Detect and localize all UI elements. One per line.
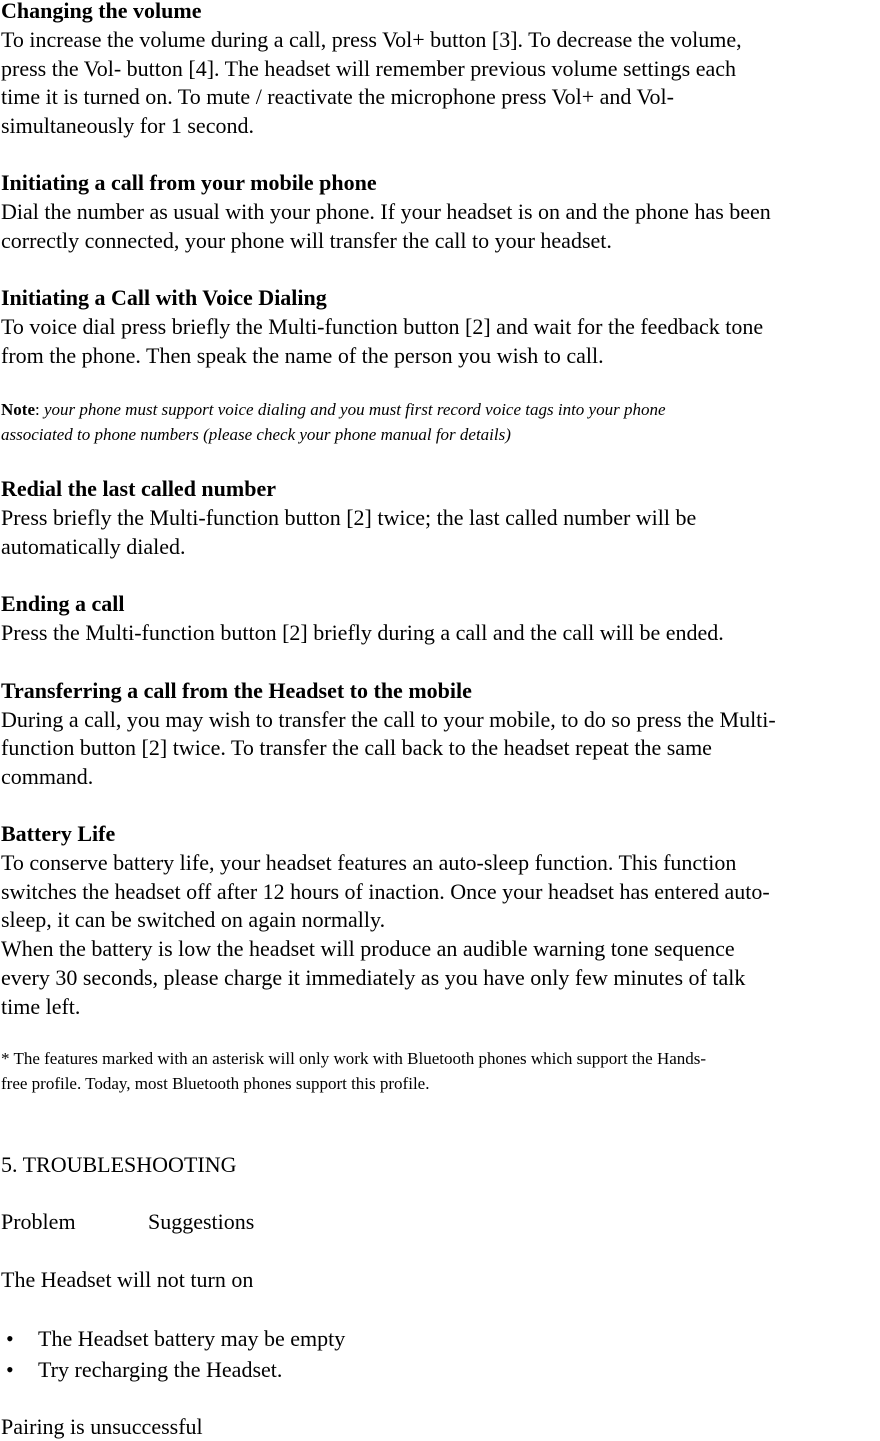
footnote-line: * The features marked with an asterisk will only work with Bluetooth phones which support the Hands- xyxy=(1,1049,707,1068)
paragraph-line: sleep, it can be switched on again normally. xyxy=(1,907,386,932)
note-text: your phone must support voice dialing and you must first record voice tags into your phone xyxy=(43,400,666,419)
problem-pairing: Pairing is unsuccessful xyxy=(1,1414,203,1439)
paragraph-line: Press the Multi-function button [2] briefly during a call and the call will be ended. xyxy=(1,620,724,645)
paragraph-line: correctly connected, your phone will transfer the call to your headset. xyxy=(1,228,612,253)
paragraph-line: function button [2] twice. To transfer the call back to the headset repeat the same xyxy=(1,735,712,760)
heading-voice-dialing: Initiating a Call with Voice Dialing xyxy=(1,285,327,310)
paragraph-line: command. xyxy=(1,764,94,789)
heading-redial: Redial the last called number xyxy=(1,476,276,501)
note-label: Note xyxy=(1,400,35,419)
paragraph-line: time it is turned on. To mute / reactivate the microphone press Vol+ and Vol- xyxy=(1,84,674,109)
list-item: The Headset battery may be empty xyxy=(38,1326,346,1351)
paragraph-line: Dial the number as usual with your phone. If your headset is on and the phone has been xyxy=(1,199,771,224)
footnote-line: free profile. Today, most Bluetooth phones support this profile. xyxy=(1,1074,430,1093)
heading-transferring: Transferring a call from the Headset to the mobile xyxy=(1,678,472,703)
paragraph-line: To increase the volume during a call, press Vol+ button [3]. To decrease the volume, xyxy=(1,27,742,52)
list-item: Try recharging the Headset. xyxy=(38,1357,283,1382)
heading-troubleshooting: 5. TROUBLESHOOTING xyxy=(1,1152,237,1177)
heading-battery-life: Battery Life xyxy=(1,821,116,846)
paragraph-line: During a call, you may wish to transfer the call to your mobile, to do so press the Multi- xyxy=(1,707,776,732)
paragraph-line: press the Vol- button [4]. The headset will remember previous volume settings each xyxy=(1,56,737,81)
bullet-marker: • xyxy=(6,1326,14,1351)
paragraph-line: every 30 seconds, please charge it immediately as you have only few minutes of talk xyxy=(1,965,746,990)
heading-ending-call: Ending a call xyxy=(1,591,125,616)
column-header-suggestions: Suggestions xyxy=(148,1209,255,1234)
paragraph-line: from the phone. Then speak the name of the person you wish to call. xyxy=(1,343,604,368)
paragraph-line: To voice dial press briefly the Multi-function button [2] and wait for the feedback tone xyxy=(1,314,764,339)
note-line xyxy=(1,397,666,423)
paragraph-line: time left. xyxy=(1,994,81,1019)
paragraph-line: switches the headset off after 12 hours of inaction. Once your headset has entered auto- xyxy=(1,879,770,904)
heading-initiating-call: Initiating a call from your mobile phone xyxy=(1,170,377,195)
paragraph-line: When the battery is low the headset will produce an audible warning tone sequence xyxy=(1,936,735,961)
column-header-problem: Problem xyxy=(1,1209,76,1234)
note-colon: : xyxy=(34,400,44,419)
bullet-marker: • xyxy=(6,1357,14,1382)
note-line: associated to phone numbers (please check your phone manual for details) xyxy=(1,425,511,444)
heading-changing-volume: Changing the volume xyxy=(1,0,202,23)
paragraph-line: simultaneously for 1 second. xyxy=(1,113,254,138)
paragraph-line: To conserve battery life, your headset features an auto-sleep function. This function xyxy=(1,850,737,875)
problem-turn-on: The Headset will not turn on xyxy=(1,1267,254,1292)
paragraph-line: automatically dialed. xyxy=(1,534,186,559)
paragraph-line: Press briefly the Multi-function button [2] twice; the last called number will be xyxy=(1,505,697,530)
